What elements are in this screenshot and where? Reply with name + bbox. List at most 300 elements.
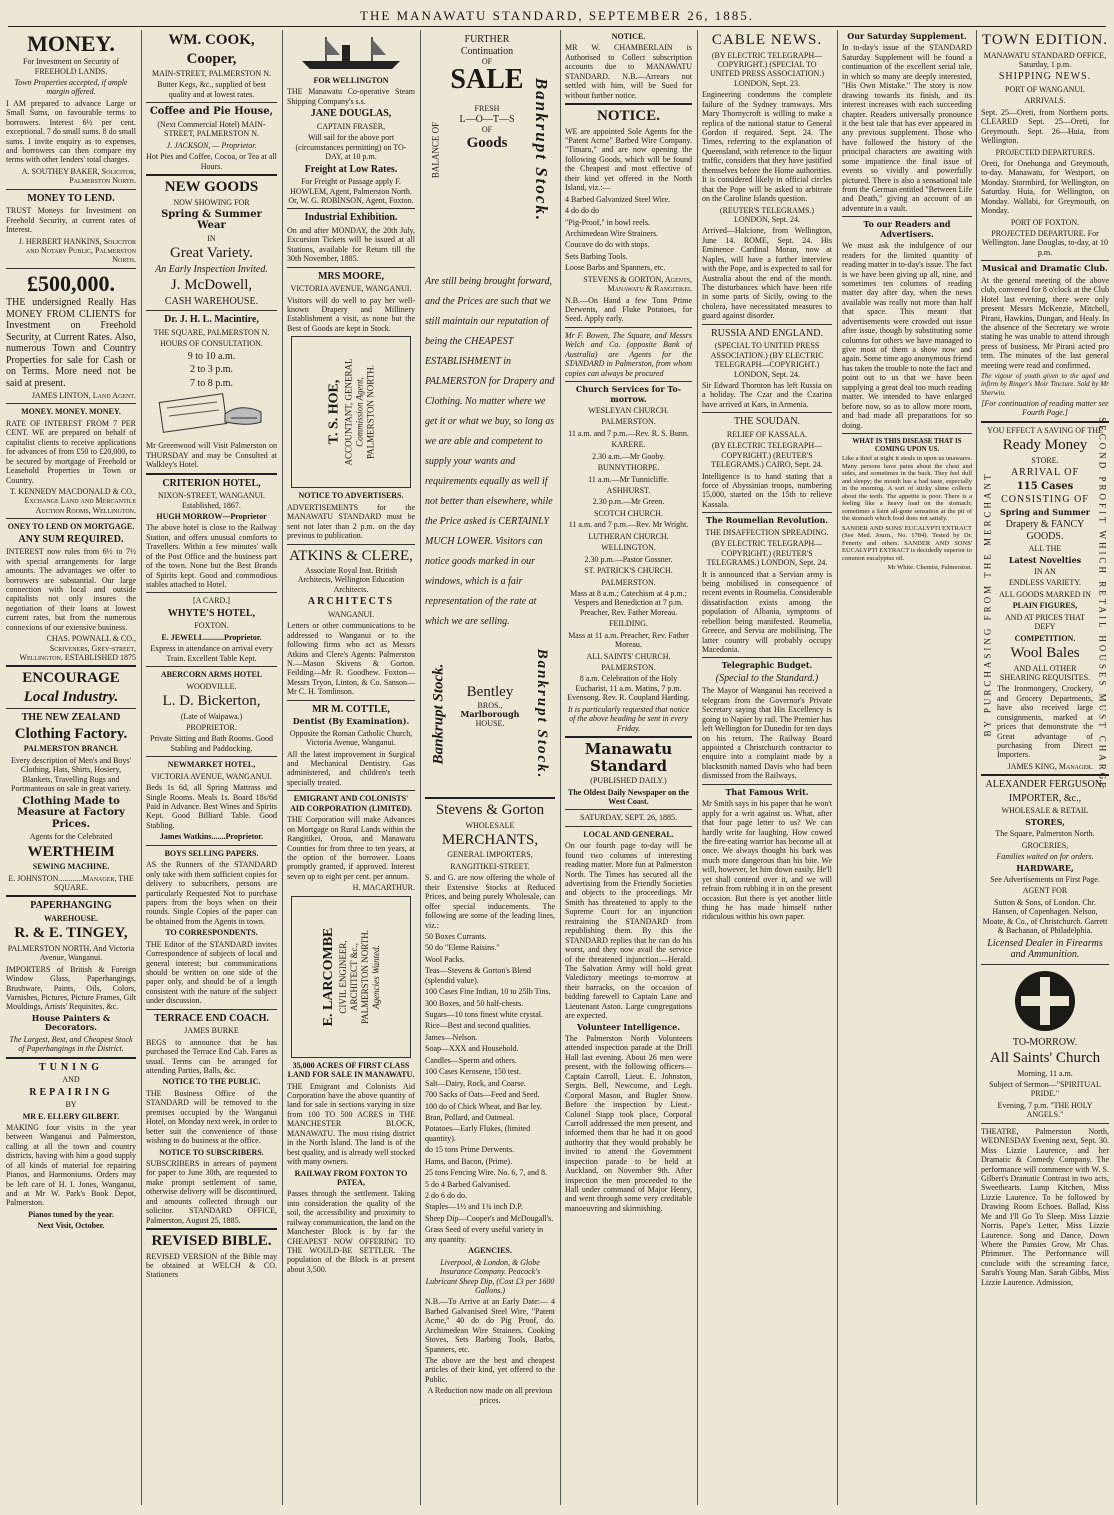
ad-text: Evening, 7 p.m. "THE HOLY ANGELS." <box>997 1100 1093 1120</box>
ad-text: L—O—T—S <box>459 113 515 125</box>
column-divider <box>141 30 142 1505</box>
article-body: PROJECTED DEPARTURE. For Wellington. Jane Douglas, to-day, at 10 p.m. <box>982 229 1108 257</box>
rotated-ad-text <box>320 927 383 1026</box>
ad-title: Latest Novelties <box>1008 554 1082 565</box>
section-heading: TOWN EDITION. <box>981 32 1109 48</box>
list-item: 11 a.m. and 7 p.m.—Rev. R. S. Bunn. <box>568 428 689 438</box>
ad-signature: J. HERBERT HANKINS, Solicitor and Notary Public, Palmerston North. <box>18 236 136 265</box>
ad-title: ALEXANDER FERGUSON, <box>985 779 1105 791</box>
ad-text: The Largest, Best, and Cheapest Stock of Paperhangings in the District. <box>9 1034 133 1054</box>
article-subheading: PORT OF WANGANUI. <box>1005 84 1085 94</box>
ad-title: NEW GOODS <box>164 179 259 195</box>
ad-text: VICTORIA AVENUE, WANGANUI. <box>290 284 412 294</box>
ad-subtitle: HOURS OF CONSULTATION. <box>160 339 263 349</box>
list-item: SCOTCH CHURCH. <box>594 508 663 518</box>
notice-text: It is particularly requested that notice of the above heading be sent in every Friday. <box>567 704 690 733</box>
ad-title: ATKINS & CLERE, <box>289 547 413 564</box>
side-text: BY PURCHASING FROM THE MERCHANT <box>982 471 993 737</box>
ad-text: Morning, 11 a.m. <box>1017 1068 1073 1078</box>
ad-subtitle: PALMERSTON BRANCH. <box>23 744 119 754</box>
article-body: Mr Smith says in his paper that he won't apply for a writ against us. What, after that four page letter to us? We can hardly write for laughing. How cowed the fire-eating warrior has become all at once. We always thought his bark was much more dangerous than his bite. We will, however, let him down easily. He'll yet shall contend over it, and we will refrain from rubbing it in on the present occasion. But there is yet another little thing he has made himself rather ridiculous within his own paper. <box>702 799 832 922</box>
ad-title: ENCOURAGE <box>22 670 120 687</box>
ad-title: PLAIN FIGURES, <box>1012 601 1078 611</box>
article-dateline: (BY ELECTRIC TELEGRAPH—COPYRIGHT.) (SPECIAL TO UNITED PRESS ASSOCIATION.) LONDON, Sept. 23. <box>709 50 824 88</box>
article-body: Like a thief at night it steals in upon us unawares. Many persons have pains about the chest and sides, and sometimes in the back. They feel dull and sleepy; the mouth has a bad taste, especially in the morning. A sort of sticky slime collects about the teeth. The appetite is poor. There is a feeling like a heavy load on the stomach; sometimes a faint all-gone sensation at the pit of the stomach which food does not satisfy. <box>842 455 972 523</box>
ad-text: AND AT PRICES THAT DEFY <box>1005 612 1085 632</box>
list-item: 300 Boxes, and 50 half-chests. <box>425 998 524 1008</box>
ad-title: NOTICE. <box>611 32 646 41</box>
ad-text: FOXTON. <box>194 621 229 631</box>
ad-text: FURTHER <box>464 34 510 45</box>
ad-body: INTEREST now rules from 6½ to 7½ with special arrangements for large amounts. The advantages we offer to borrowers are substantial. Our large connection with local and outside capitalists not only insures the negotiation of their loans at lowest current rates, but from the numerous connexions of our extensive business. <box>6 547 136 632</box>
ad-body: THE Business Office of the STANDARD will be removed to the premises occupied by the Wanganui Hotel, on Monday next week, in order to better suit the convenience of those wishing to do business at the office. <box>146 1088 277 1146</box>
bentley-ad <box>455 684 525 729</box>
ad-text: (Next Commercial Hotel) MAIN-STREET, PALMERSTON N. <box>157 119 266 139</box>
ad-text: HOUSE. <box>475 719 505 729</box>
side-banner-left <box>425 634 453 794</box>
ad-body: Hot Pies and Coffee, Cocoa, or Tea at all Hours. <box>146 152 277 171</box>
rotated-line: PALMERSTON NORTH. <box>359 929 370 1024</box>
list-item: ST. PATRICK'S CHURCH. <box>584 566 673 576</box>
ad-title: EMIGRANT AND COLONISTS' AID CORPORATION (LIMITED). <box>290 794 412 813</box>
ad-text: ALL THE <box>1028 544 1062 554</box>
section-heading: RUSSIA AND ENGLAND. <box>711 327 823 339</box>
ad-text: WHOLESALE & RETAIL <box>1001 806 1089 816</box>
ad-text: IN <box>207 233 216 243</box>
column-divider <box>420 30 421 1505</box>
ad-text: Agents for the Celebrated <box>29 832 113 842</box>
ad-body: The above are the best and cheapest articles of their kind, yet offered to the Public. <box>425 1356 555 1384</box>
hours-line: 7 to 8 p.m. <box>189 377 234 389</box>
article-body: SANDER AND SONS' EUCALYPTI EXTRACT (See Med. Journ., No. 1784). Tested by Dr. Fenerty and others. SANDER AND SONS' EUCALYPTI EXTRACT is decidedly superior to common eucalyptus oil. <box>842 524 972 562</box>
list-item: 700 Sacks of Oats—Feed and Seed. <box>425 1090 540 1100</box>
article-body: Arrived—Halcione, from Wellington, June 14. ROME, Sept. 24. His Eminence Cardinal Moran, now at Naples, will have a further interview with the Pope, and is expected to sail for Australia about the end of the month. The disturbances which have been rife in some parts of Sicily, owing to the cholera, have necessitated measures to guard against disorder. <box>702 226 832 321</box>
notice-text: Mr F. Bowen, The Square, and Messrs Welch and Co. (opposite Bank of Australia) are Agents for the STANDARD in Palmerston, from whom copies can always be procured <box>565 330 692 378</box>
ad-body: IMPORTERS of British & Foreign Window Glass, Paperhangings, Brushware, Paints, Oils, Colors, Varnishes, Pictures, Picture Frames, Gilt Mouldings, Artists' Requisites, &c. <box>6 964 136 1012</box>
list-item: PALMERSTON. <box>601 417 656 427</box>
list-item: James—Nelson. <box>425 1032 478 1042</box>
side-text: BALANCE OF <box>430 121 441 179</box>
article-body: Intelligence is to hand stating that a force of Abyssinian troops, numbering 15,000, started on the 15th to relieve Kassala. <box>702 471 832 509</box>
ad-title: COMPETITION. <box>1014 633 1076 643</box>
ad-title: REPAIRING <box>29 1086 113 1098</box>
ad-text: WANGANUI. <box>328 609 374 619</box>
ad-text: ENDLESS VARIETY. <box>1008 578 1081 588</box>
article-subheading: RELIEF OF KASSALA. <box>726 429 808 439</box>
steamship-icon <box>296 33 406 73</box>
ad-title: PAPERHANGING <box>30 900 112 912</box>
column-3 <box>287 30 415 1505</box>
ad-body: MR W. CHAMBERLAIN is Authorised to Collect subscription accounts due to MANAWATU STANDARD. N.B.—Arrears not settled with him, will be Sued for without further notice. <box>565 43 692 100</box>
list-item: FEILDING. <box>609 619 648 629</box>
sale-ad-header <box>425 30 555 270</box>
column-divider <box>837 30 838 1505</box>
column-5 <box>565 30 692 1505</box>
article-body: Engineering condemns the complete failure of the Sydney tramways. Mrs Mary Thornycroft is willing to make a replica of the national statue to General Gordon if required. Sept. 24. The Times, referring to the explanation of Queensland, with reference to the liquor traffic, considers that they have justified themselves before the Home authorities. It is considered likely in official circles that the Pope will be asked to arbitrate on the Caroline Islands question. <box>702 90 832 204</box>
paper-subtitle: The Oldest Daily Newspaper on the West Coast. <box>568 787 689 806</box>
list-item: 11 a.m. and 7 p.m.—Rev. Mr Wright. <box>568 520 689 530</box>
ad-title: WHYTE'S HOTEL, <box>167 607 256 619</box>
list-item: 100 Cases Fine Indian, 10 to 25lb Tins. <box>425 987 551 997</box>
ad-title: Wool Bales <box>1010 645 1080 661</box>
list-item: 4 do do do <box>565 206 599 216</box>
ad-text: [A CARD.] <box>193 596 230 606</box>
ad-text: (Late of Waipawa.) <box>180 711 243 721</box>
ad-title: Stevens & Gorton <box>435 802 545 818</box>
masthead-rule <box>8 26 1106 27</box>
ad-body: Sutton & Sons, of London. Chr. Hansen, of Copenhagen. Nelson, Moate, & Co., of Christchurch. Garrett & Bachanan, of Philadelphia. <box>982 897 1108 936</box>
list-item: LUTHERAN CHURCH. <box>588 531 669 541</box>
rotated-ad-box <box>291 896 411 1058</box>
ad-title: Clothing Factory. <box>14 725 128 742</box>
article-dateline: MANAWATU STANDARD OFFICE, Saturday, 1 p.m. <box>983 50 1107 69</box>
ad-body: THE Emigrant and Colonists Aid Corporation have the above quantity of land for sale in sections varying in size from 100 TO 500 ACRES in THE MANCHESTER BLOCK, MANAWATU. The most rising district in the North Island. The land is of the best quality, and is already well stocked with many owners. <box>287 1081 415 1167</box>
ad-title: NOTICE TO SUBSCRIBERS. <box>159 1147 264 1157</box>
section-heading: That Famous Writ. <box>725 786 809 797</box>
list-item: PALMERSTON. <box>601 577 656 587</box>
ad-text: Next Visit, October. <box>37 1221 105 1231</box>
list-item: 2.30 p.m.—Pastor Gossner. <box>584 554 673 564</box>
ad-title: 115 Cases <box>1016 480 1074 492</box>
ad-signature: H. MACARTHUR. <box>352 883 415 893</box>
ad-title: MR M. COTTLE, <box>312 703 390 715</box>
article-body: The Mayor of Wanganui has received a telegram from the Governor's Private Secretary saying that His Excellency is going to Napier by rail. The Premier has left Wellington for Dunedin for ten days on his return. The Railway Board appointed a Christchurch contractor to enquire into a complaint made by a blacksmith named Davis who had been dismissed from the Railways. <box>702 686 832 781</box>
ad-text: AND <box>62 1075 80 1085</box>
ad-title: TUNING <box>38 1061 103 1073</box>
side-banner-right <box>527 634 555 794</box>
ad-title: REVISED BIBLE. <box>151 1233 272 1249</box>
ad-body: REVISED VERSION of the Bible may be obtained at WELCH & CO. Stationers <box>146 1251 277 1280</box>
list-item: Archimedean Wire Strainers. <box>565 228 659 238</box>
ad-title: NOTICE TO THE PUBLIC. <box>162 1077 261 1087</box>
list-item: do 15 tons Prime Derwents. <box>425 1145 515 1155</box>
list-item: Salt—Dairy, Rock, and Coarse. <box>425 1078 526 1088</box>
ad-body: THEATRE, Palmerston North, WEDNESDAY Evening next, Sept. 30. Miss Lizzie Laurence, and her Dramatic & Comedy Company. The performance will commence with W. S. Gilbert's Dramatic Contrast in two acts, Sweethearts. Lump Kitchen, Miss Lizzie Laurence. To be followed by Drawing Room Echoes. Ballad, Kiss Me and I'll Go To Sleep. Miss Lizzie Norris. Pape's Letter, Miss Lizzie Laurence. Song and Dance, Down Where the Pansies Grow, Mr Chas. Pfrimmer. The Performance will conclude with the screaming farce, Sarah's Young Man. Sarah Gibbs, Miss Lizzie Laurence. Admission, <box>981 1126 1109 1287</box>
sale-heading <box>449 34 525 151</box>
ad-signature: James Watkins.......Proprietor. <box>159 832 264 842</box>
list-item: 25 tons Fencing Wire. No. 6, 7, and 8. <box>425 1168 547 1178</box>
list-item: WELLINGTON. <box>601 543 656 553</box>
ad-text: OF <box>481 125 493 135</box>
ad-text: MAIN-STREET, PALMERSTON N. <box>152 69 271 78</box>
side-banner-right <box>1095 417 1109 791</box>
side-banner-left <box>981 437 995 771</box>
ad-signature: HUGH MORROW—Proprietor <box>156 511 267 521</box>
section-heading: WHAT IS THIS DISEASE THAT IS COMING UPON US. <box>852 436 962 454</box>
ad-title: TO-MORROW. <box>1012 1036 1078 1048</box>
article-body: Sept. 25—Oreti, from Northern ports. CLEARED Sept. 25—Oreti, for Greymouth. Sept. 26—Huia, from Wellington. <box>981 107 1109 146</box>
ad-text: ALL GOODS MARKED IN <box>999 589 1091 599</box>
ad-title: Spring and Summer <box>999 506 1091 517</box>
ad-text: WHOLESALE <box>465 820 515 830</box>
list-item: 50 do "Eleme Raisins." <box>425 943 500 953</box>
article-body: We must ask the indulgence of our readers for the limited quantity of reading matter in to-day's issue. The fact is we have been giving up all, nine, and sometimes ten columns of reading matter day after day, when the news available was really not more than half that space. This meant that advertisements were crowded out issue after issue, though by substituting some columns for others we have managed to give most of them a show now and again. Some time ago anonymous friend has taken the trouble to note the fact and point out to us that we have been supplying a great deal too much reading matter. We intended to have enlarged before now, so as to allow more room, and had made all preparations for so doing. <box>842 241 972 430</box>
ad-text: Families waited on for orders. <box>996 852 1094 862</box>
ad-text: Continuation <box>460 45 514 57</box>
rotated-line: ACCOUNTANT, GENERAL <box>342 358 353 466</box>
article-subheading: THE DISAFFECTION SPREADING. <box>705 527 829 537</box>
ad-text: YOU EFFECT A SAVING OF THE <box>987 425 1103 435</box>
ship-name: JANE DOUGLAS, <box>310 108 392 120</box>
list-item: Bran, Pollard, and Oatmeal. <box>425 1112 515 1122</box>
section-heading: To our Readers and Advertisers. <box>863 219 951 239</box>
ad-title: R. & E. TINGEY, <box>14 925 128 942</box>
ad-text: The Square, Palmerston North. <box>995 829 1095 839</box>
list-item: 2.30 p.m.—Mr Green. <box>592 497 665 507</box>
date-line: SATURDAY, SEPT. 26, 1885. <box>580 813 677 823</box>
article-subheading: ARRIVALS. <box>1024 96 1066 106</box>
column-2 <box>146 30 277 1505</box>
ad-text: Subject of Sermon—"SPIRITUAL PRIDE." <box>989 1080 1101 1099</box>
ad-text: AGENT FOR <box>1022 886 1068 896</box>
ad-body: S. and G. are now offering the whole of their Extensive Stocks at Reduced Prices, and being purely Wholesale, can offer special inducements. The following are some of the leading lines, viz.: <box>425 873 555 930</box>
article-body: Sir Edward Thornton has left Russia on a holiday. The Czar and the Czarina have arrived at Kars, in Armenia. <box>702 381 832 409</box>
ad-text: THE SQUARE, PALMERSTON N. <box>153 327 270 337</box>
ad-subtitle: WAREHOUSE. <box>43 913 98 923</box>
ad-text: CONSISTING OF <box>1001 494 1089 506</box>
article-subheading: (Special to the Standard.) <box>715 672 819 684</box>
section-heading: Our Saturday Supplement. <box>847 31 967 41</box>
ad-text: FRESH <box>474 104 500 114</box>
column-divider <box>282 30 283 1505</box>
ad-title: ARCHITECTS <box>307 596 395 608</box>
ad-text: STORE. <box>1031 455 1059 465</box>
article-body: In to-day's issue of the STANDARD Saturday Supplement will be found a continuation of the excellent serial tale, in which so many are deeply interested, "His Own Mistake." The story is now drawing towards its finish, and its interest increases with each succeeding chapter. Readers universally pronounce it the best tale that has ever appeared in any previous supplement. Those who have followed the history of the principal characters are awaiting with some impatience the final issue of events so vividly and powerfully pictured. There is also a sensational tale from the German entitled "Between Life and Death," giving an account of an adventure in a vault. <box>842 43 972 213</box>
column-6 <box>702 30 832 1505</box>
list-item: ALL SAINTS' CHURCH. <box>586 651 671 661</box>
ad-text: See Advertisements on First Page. <box>990 874 1100 884</box>
ad-text: Drapery & FANCY GOODS. <box>1005 519 1085 542</box>
section-heading: THE SOUDAN. <box>733 416 801 428</box>
article-subheading: PORT OF FOXTON. <box>1010 217 1080 227</box>
ad-title: AGENCIES. <box>468 1246 512 1256</box>
list-item: Teas—Stevens & Gorton's Blend (splendid value). <box>425 966 531 985</box>
ad-text: Pianos tuned by the year. <box>28 1209 114 1219</box>
ad-text: GROCERIES, <box>1021 840 1069 850</box>
ad-body: MAKING four visits in the year between Wanganui and Palmerston, calling at all the town and country districts, having with him a good supply of all kinds of material for repairing Pianos, and Harmoniums. Orders may be left care of H. I. Jones, Wanganui, and at Mr W. Park's Book Depot, Palmerston. <box>6 1122 136 1208</box>
notice-text: The vigour of youth given to the aged and infirm by Ringer's Moir Tincture. Sold by Mr Sherwin. <box>981 372 1109 397</box>
ad-title: NOTICE TO ADVERTISERS. <box>298 491 404 501</box>
ad-title: IMPORTER, &c., <box>1008 792 1082 804</box>
ad-title: TO CORRESPONDENTS. <box>165 928 258 938</box>
ad-subtitle: SEWING MACHINE. <box>32 862 110 872</box>
ad-title: House Painters & Decorators. <box>31 1012 111 1033</box>
ad-body: I AM prepared to advance Large or Small Sums, on favourable terms to borrowers. Interest 6½ per cent. exceptional. 7 do small sums. 8 do small sums. I invite enquiry as to expenses, and borrowers can then compare my terms with other lenders' total charges. <box>6 98 136 165</box>
paper-title: Manawatu Standard <box>584 740 673 775</box>
list-item: PALMERSTON. <box>601 663 656 672</box>
ad-title: MERCHANTS, <box>441 831 539 848</box>
ad-title: Cooper, <box>186 50 237 67</box>
list-item: 50 Boxes Currants. <box>425 931 487 941</box>
ad-title: Local Industry. <box>23 688 119 705</box>
ad-title: Coffee and Pie House, <box>149 106 274 118</box>
ad-title: Clothing Made to Measure at Factory Prices. <box>17 795 125 830</box>
ad-signature: E. JOHNSTON............Manager, THE SQUARE. <box>8 873 134 892</box>
ad-body: RATE OF INTEREST FROM 7 PER CENT. WE are prepared on behalf of capitalist clients to receive applications for advances of from £50 to £20,000, to be secured by mortgage of Freehold or Leasehold Properties in Town or Country. <box>6 418 136 485</box>
list-item: "Pig-Proof," in bowl reels. <box>565 217 650 227</box>
column-1 <box>6 30 136 1505</box>
ad-title: Spring & Summer Wear <box>161 208 262 232</box>
ad-body: Beds 1s 6d, all Spring Mattrass and Single Rooms. Meals 1s. Board 18s/6d Paid in Advance. Best Wines and Spirits Kept. Good Billiard Table. Good Stabling. <box>146 783 277 830</box>
side-banner-right <box>527 30 555 270</box>
notice-text: [For continuation of reading matter see Fourth Page.] <box>981 398 1109 418</box>
ad-body: Express in attendance on arrival every Train. Excellent Table Kept. <box>150 644 273 663</box>
ad-body: Letters or other communications to be addressed to Wanganui or to the following firms who act as Messrs Atkins and Clere's Agents: Palmerston N.—Mason Skivens & Gorton. Feilding—Mr R. Goodhew. Foxton—Messrs Tryon, Linton, & Co. Sanson—Mr C. H. Tomlinson. <box>287 621 415 697</box>
ad-title: NOTICE. <box>597 108 660 125</box>
column-4 <box>425 30 555 1505</box>
ad-title: ABERCORN ARMS HOTEL <box>160 670 263 680</box>
ad-body: Butter Kegs, &c., supplied of best quality and at lowest rates. <box>157 80 266 99</box>
ad-title: NEWMARKET HOTEL, <box>167 760 256 770</box>
list-item: Sheep Dip—Cooper's and McDougall's. <box>425 1213 554 1223</box>
ad-text: NIXON-STREET, WANGANUI. Established, 1867. <box>157 491 266 510</box>
ad-text: OF <box>481 57 493 66</box>
ad-text: An Early Inspection Invited. <box>155 263 268 275</box>
ad-body: ADVERTISEMENTS for the MANAWATU STANDARD must be sent not later than 2 p.m. on the day previous to publication. <box>287 502 415 541</box>
ad-title: TERRACE END COACH. <box>154 1012 269 1024</box>
section-heading: Church Services for To-morrow. <box>575 384 682 404</box>
ad-signature: CHAS. POWNALL & CO., Scriveners, Grey-street, Wellington. ESTABLISHED 1875 <box>19 634 136 662</box>
ad-body: For Freight or Passage apply F. HOWLEM, Agent, Palmerston North. Or, W. G. ROBINSON, Agent, Foxton. <box>288 177 414 205</box>
ad-body: All the latest improvement in Surgical and Mechanical Dentistry. Gas administered, and children's teeth specially treated. <box>287 749 415 787</box>
column-divider <box>560 30 561 1505</box>
ad-body: Every description of Men's and Boys' Clothing, Hats, Shirts, Hosiery, Blankets, Travelling Rugs and Portmanteaus on sale in great variety. <box>11 755 131 794</box>
ad-body: TRUST Moneys for Investment on Freehold Security, at current rates of Interest. <box>6 206 136 235</box>
ad-title: Freight at Low Rates. <box>304 163 398 175</box>
rotated-line: ARCHITECT &c., <box>348 942 359 1011</box>
ad-body: THE Editor of the STANDARD invites Correspondence of subjects of local and general interest; but communications should be written on one side of the paper only, and should be of a length consistent with the nature of the subject under discussion. <box>146 939 277 1006</box>
hours-line: 2 to 3 p.m. <box>189 364 234 376</box>
paper-subtitle: (PUBLISHED DAILY.) <box>590 776 667 786</box>
side-banner-left <box>425 30 447 270</box>
list-item: WESLEYAN CHURCH. <box>588 405 669 415</box>
ad-title: L. D. Bickerton, <box>162 693 261 709</box>
ad-title: BOYS SELLING PAPERS. <box>164 848 259 858</box>
list-item: Sets Barbing Tools. <box>565 251 628 261</box>
rotated-ad-box <box>291 336 411 488</box>
section-heading: LOCAL AND GENERAL. <box>583 829 674 839</box>
list-item: 2.30 a.m.—Mr Gooby. <box>592 451 665 461</box>
rotated-line: Agencies Wanted. <box>371 944 381 1009</box>
ad-body: The above hotel is close to the Railway Station, and offers unusual comforts to Travellers. Within a few minutes' walk of the Post Office and the business part of the town. None but the Best Brands of Spirits kept. Good and commodious stables attached to Hotel. <box>146 523 277 589</box>
article-body: It is announced that a Servian army is being mobilised in consequence of recent events in Roumelia. Considerable dissatisfaction exists among the population of Albania, symptoms of rebellion being manifested. Roumelia, Greece, and Servia are mobilising. The latter country will probably occupy Macedonia. <box>702 569 832 654</box>
column-7 <box>842 30 972 1505</box>
section-heading: Musical and Dramatic Club. <box>982 263 1108 274</box>
side-text: Bankrupt Stock. <box>532 77 552 223</box>
ad-signature: T. KENNEDY MACDONALD & CO., Exchange Land and Mercantile Auction Rooms, Wellington. <box>10 486 136 515</box>
list-item: Mass at 8 a.m.; Catechism at 4 p.m.; Vespers and Benediction at 7 p.m. Preacher, Rev. Father Moreau. <box>570 588 687 617</box>
ad-signature: A. SOUTHEY BAKER, Solicitor, Palmerston North. <box>21 166 136 186</box>
ad-title: MRS MOORE, <box>317 270 385 282</box>
list-item: Sugars—10 tons finest white crystal. <box>425 1010 543 1019</box>
ad-title: MONEY TO LEND. <box>27 192 115 204</box>
ad-text: Licensed Dealer in Firearms and Ammunition. <box>987 937 1103 961</box>
hours-line: 9 to 10 a.m. <box>187 350 236 362</box>
column-divider <box>976 30 977 1505</box>
article-body: Oreti, for Onehunga and Greymouth, to-day. Manawatu, for Westport, on Monday. Stormbird, for Wellington, on Saturday. Huia, for Wellington, on Monday. Wallabi, for Greymouth, on Monday. <box>981 158 1109 216</box>
church-cross-icon <box>1013 969 1077 1033</box>
pointing-hand-icon <box>157 392 267 438</box>
rotated-ad-text <box>325 359 376 466</box>
ad-body: Will sail for the above port (circumstances permitting) on TO-DAY, at 10 p.m. <box>295 133 407 162</box>
section-heading: The Roumelian Revolution. <box>705 515 829 526</box>
ad-title: FOR WELLINGTON <box>313 76 389 85</box>
section-heading: SHIPPING NEWS. <box>998 71 1092 83</box>
ad-title: 35,000 ACRES OF FIRST CLASS LAND FOR SALE IN MANAWATU. <box>287 1060 415 1080</box>
list-item: 100 Cases Kerosene, 150 test. <box>425 1067 521 1077</box>
ad-title: STORES, <box>1025 816 1065 827</box>
stevens-item-list <box>425 932 555 1244</box>
ad-body: BEGS to announce that he has purchased the Terrace End Cab. Fares as usual. Terms can be arranged for attending Parties, Balls, &c. <box>146 1037 277 1075</box>
list-item: Mass at 11 a.m. Preacher, Rev. Father Moreau. <box>568 630 689 650</box>
ad-text: Associate Royal Inst. British Architects, Wellington Education Architects. <box>297 566 405 594</box>
section-heading: Volunteer Intelligence. <box>576 1021 681 1032</box>
ad-text: CAPTAIN FRASER, <box>316 121 386 131</box>
ad-text: RANGITIKEI-STREET. <box>450 861 530 871</box>
ad-signature: JAMES LINTON, Land Agent. <box>31 391 136 400</box>
list-item: Grass Seed of every useful variety in any quantity. <box>425 1225 544 1244</box>
ad-text: PALMERSTON NORTH, And Victoria Avenue, Wanganui. <box>7 943 135 963</box>
ad-text: For Investment on Security of FREEHOLD LANDS. <box>23 57 119 76</box>
rotated-line: CIVIL ENGINEER, <box>337 940 348 1014</box>
article-body: On our fourth page to-day will be found two columns of interesting reading matter. More fun at Palmerston North. The Times has secured all the advertising from the Friendly Societies and objects to the proceedings. Mr Smith has threatened to apply to the Supreme Court for an injunction restraining the STANDARD from republishing them. By this the STANDARD replies that he can do his worst, and they now avail the service of the threatened injunction.—Herald. The Salvation Army will hold great Valedictory meetings to-morrow at their barracks, on the occasion of bidding farewell to Captain Lane and Lieutenant Aston. Large congregations are expected. <box>565 841 692 1021</box>
rotated-line: PALMERSTON NORTH. <box>365 365 376 460</box>
ad-body: On and after MONDAY, the 20th July, Excursion Tickets will be issued at all Stations, available for Return till the 30th November, 1885. <box>287 225 415 264</box>
ad-title: Industrial Exhibition. <box>304 212 398 224</box>
ad-body: Passes through the settlement. Taking into consideration the quality of the soil, the accessibility and proximity to railway communication, the land on the Manchester Block is by far the CHEAPEST NOW OFFERING TO THE WOULD-BE SETTLER. The population of the Block is at present about 3,500. <box>287 1189 415 1274</box>
ad-subtitle: CASH WAREHOUSE. <box>164 295 259 307</box>
list-item: Staples—1½ and 1¾ inch D.P. <box>425 1202 523 1212</box>
ad-signature: JAMES KING, Manager. <box>1007 761 1093 771</box>
ad-body: AS the Runners of the STANDARD only take with them sufficient copies for delivery to subscribers, persons are particularly Requested Not to purchase papers from the boys when on their rounds. Single Copies of the paper can be obtained from the Agents in town. <box>146 860 277 926</box>
side-text: SECOND PROFIT WHICH RETAIL HOUSES MUST CHARGE <box>1097 417 1108 791</box>
masthead: THE MANAWATU STANDARD, SEPTEMBER 26, 1885. <box>360 8 754 23</box>
column-8 <box>981 30 1109 1505</box>
list-item: Soap—XXX and Household. <box>425 1044 519 1054</box>
ad-title: WM. COOK, <box>168 32 255 48</box>
article-signature: Mr White. Chemist, Palmerston. <box>887 564 972 571</box>
article-dateline: (REUTER'S TELEGRAMS.) LONDON, Sept. 24. <box>719 205 815 224</box>
ad-title: MR E. ELLERY GILBERT. <box>22 1111 120 1121</box>
ad-title: All Saints' Church <box>989 1050 1101 1067</box>
ad-text: NOW SHOWING FOR <box>173 197 250 207</box>
list-item: 100 do of Chick Wheat, and Bar ley. <box>425 1101 542 1111</box>
ad-text: AND ALL OTHER SHEARING REQUISITES. <box>999 663 1091 682</box>
list-item: BUNNYTHORPE. <box>597 463 660 473</box>
ad-text: VICTORIA AVENUE, WANGANUI. <box>151 771 272 781</box>
ad-title: Dr. J. H. L. Macintire, <box>164 314 259 326</box>
rotated-line: Commission Agent, <box>354 377 365 448</box>
ad-title: Ready Money <box>1002 437 1088 454</box>
column-divider <box>697 30 698 1505</box>
ad-text: IN AN <box>1034 566 1056 576</box>
ad-amount: £500,000. <box>27 270 115 296</box>
list-item: ASHHURST. <box>606 486 651 495</box>
list-item: 5 do 4 Barbed Galvanised. <box>425 1179 511 1189</box>
rotated-line: T. S. HOE, <box>326 379 342 445</box>
list-item: 8 a.m. Celebration of the Holy Eucharist, 11 a.m. Matins, 7 p.m. Evensong. Rev. R. Coupland Harding. <box>567 674 690 703</box>
ad-text: Opposite the Roman Catholic Church, Victoria Avenue, Wanganui. <box>289 728 413 748</box>
ad-body: THE Corporation will make Advances on Mortgage on Rural Lands within the Rangitikei, Oroua, and Manawatu Counties for from three to ten years, at the option of the borrower. Loans promptly granted, if approved. Interest seven up to eight per cent. per annum. <box>287 815 415 881</box>
article-body: The Palmerston North Volunteers attended inspection parade at the Drill Hall last evening. About 26 men were present, with the following officers—Captain Carroll, Lieut. E. Johnston, Sergts. Bell, Newcome, and Legh. Corporal Mason, and Bugler Snow. Before the inspection by Lieut.-Colonel Stapp took place, Corporal Carroll addressed the men present, and informed them that he had it on good authority that they would probably be invited to attend the Government inspection parade to be held at Auckland, on November 9th. After inspection the men proceeded to the Hall under command of Major Henry, and went through some very creditable manoeuvring and skirmishing. <box>565 1034 692 1213</box>
list-item: Coucave do do with stops. <box>565 240 650 250</box>
ad-body: The Ironmongery, Crockery, and Grocery Departments, have also received large consignments, marked at prices that demonstrate the Great advantage of purchasing from Direct Importers. <box>997 684 1093 760</box>
list-item: 2 do 6 do do. <box>425 1191 467 1200</box>
list-item: Candles—Sperm and others. <box>425 1055 517 1065</box>
list-item: Rice—Best and second qualities. <box>425 1021 531 1031</box>
ad-text: ARRIVAL OF <box>1010 467 1080 479</box>
ad-signature: STEVENS & GORTON, Agents, Manawatu & Rangitikei. <box>583 274 692 294</box>
